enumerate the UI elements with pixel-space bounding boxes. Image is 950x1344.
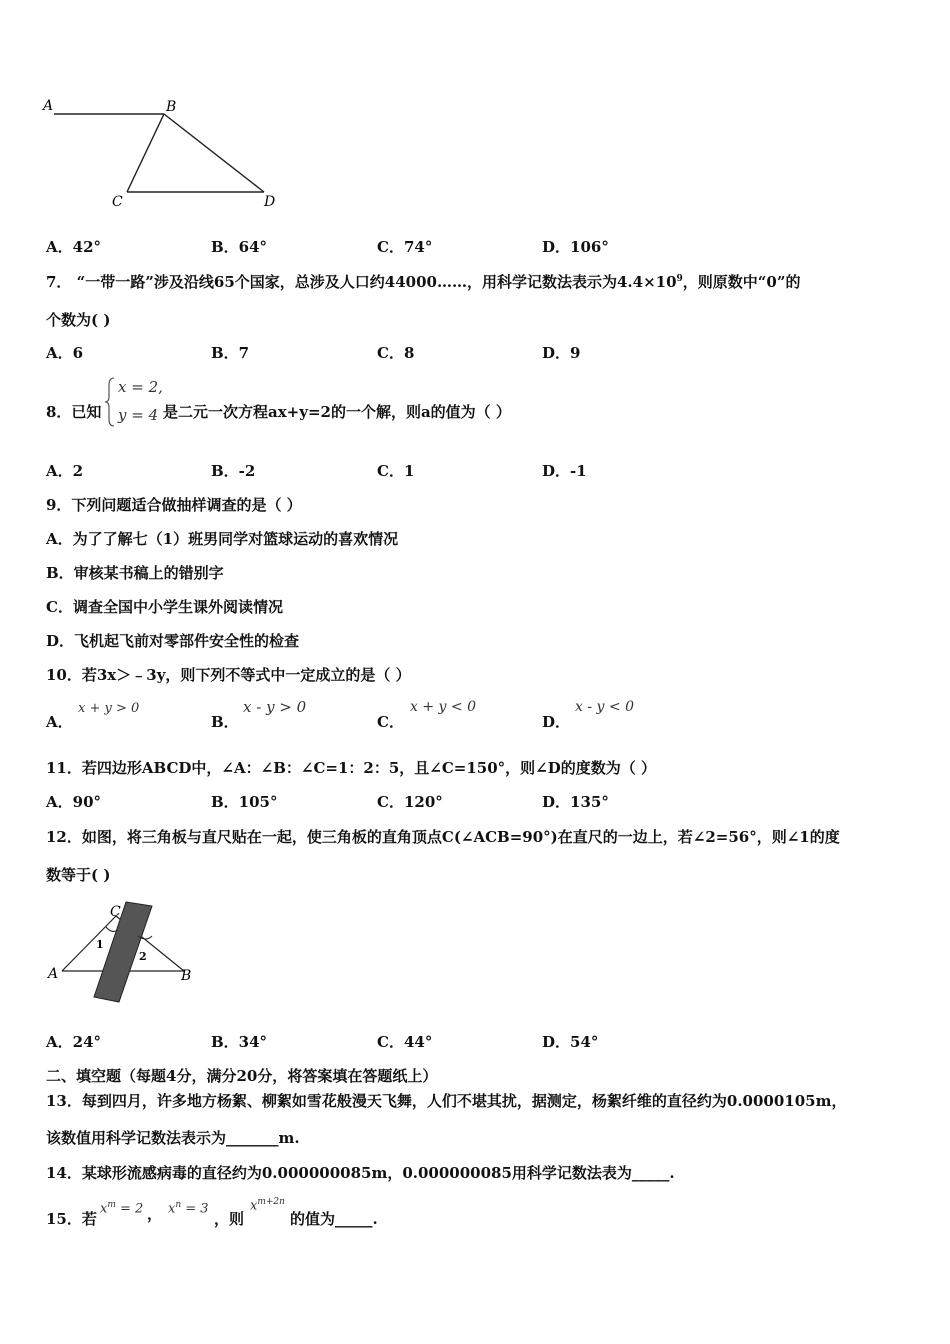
q7-option-b: B．7 (211, 344, 250, 362)
q12-stem-line2: 数等于( ) (46, 866, 111, 884)
q10-option-a-expr: x + y > 0 (78, 701, 140, 716)
fig2-label-1: 1 (96, 938, 104, 951)
q10-option-b-letter: B． (211, 713, 239, 731)
fig2-label-a: A (48, 966, 59, 982)
q10-option-c-expr: x + y < 0 (410, 699, 476, 715)
q13-stem-line1: 13．每到四月，许多地方杨絮、柳絮如雪花般漫天飞舞，人们不堪其扰，据测定，杨絮纤维的直径约为0.0000105m， (46, 1092, 847, 1110)
figure-triangle-ruler (44, 896, 204, 1008)
segment-bc (127, 114, 164, 192)
q15-sep-1: ， (147, 1205, 163, 1223)
angle-1-arc (106, 927, 118, 931)
q7-option-a: A．6 (46, 344, 84, 362)
q11-option-b: B．105° (211, 793, 278, 811)
q11-option-c: C．120° (377, 793, 443, 811)
q8-stem-text: 是二元一次方程ax+y=2的一个解，则a的值为（ ） (163, 403, 511, 421)
q15-prefix: 15．若 (46, 1210, 97, 1228)
q8-prefix: 8．已知 (46, 403, 102, 421)
q7-stem-line1 (46, 271, 801, 292)
q10-option-d-expr: x - y < 0 (575, 699, 634, 715)
q7-exponent: 9 (676, 274, 683, 284)
system-brace (104, 376, 116, 428)
fig2-label-2: 2 (139, 950, 147, 963)
label-a: A (43, 98, 54, 114)
label-d: D (264, 194, 276, 210)
q6-option-c: C．74° (377, 238, 433, 256)
q9-option-c: C．调查全国中小学生课外阅读情况 (46, 598, 283, 616)
q10-option-a-letter: A． (46, 713, 73, 731)
q15-suffix: 的值为_____. (290, 1210, 378, 1228)
q7-option-c: C．8 (377, 344, 415, 362)
section-fill-in-title: 二、填空题（每题4分，满分20分，将答案填在答题纸上） (46, 1067, 438, 1085)
label-c: C (112, 194, 123, 210)
q7-option-d: D．9 (542, 344, 581, 362)
q12-stem-line1: 12．如图，将三角板与直尺贴在一起，使三角板的直角顶点C(∠ACB=90°)在直尺的一边上，若∠2=56°，则∠1的度 (46, 828, 840, 846)
q7-line1-pre: 7． “一带一路”涉及沿线65个国家，总涉及人口约44000……，用科学记数法表示为4.4×10 (46, 273, 677, 291)
q8-option-a: A．2 (46, 462, 84, 480)
q10-option-b-expr: x - y > 0 (243, 698, 307, 716)
q6-option-b: B．64° (211, 238, 268, 256)
q10-option-c-letter: C． (377, 713, 404, 731)
q13-stem-line2: 该数值用科学记数法表示为_______m. (46, 1129, 300, 1147)
segment-bd (164, 114, 264, 192)
q15-expr-2: $x^n = 3$ (168, 1200, 209, 1217)
q8-option-b: B．-2 (211, 462, 256, 480)
q8-option-d: D．-1 (542, 462, 587, 480)
q15-expr-3: $x^{m+2n}$ (250, 1197, 285, 1214)
q9-option-b: B．审核某书稿上的错别字 (46, 564, 224, 582)
q8-system-eq2: y = 4 (118, 406, 159, 424)
q6-option-a: A．42° (46, 238, 102, 256)
q15-expr-1: $x^m = 2$ (100, 1200, 144, 1217)
q11-stem: 11．若四边形ABCD中，∠A：∠B：∠C=1：2：5，且∠C=150°，则∠D的度数为（ ） (46, 759, 656, 777)
q11-option-a: A．90° (46, 793, 102, 811)
q9-stem: 9．下列问题适合做抽样调查的是（ ） (46, 496, 302, 514)
q10-stem: 10．若3x＞﹣3y，则下列不等式中一定成立的是（ ） (46, 666, 411, 684)
q6-option-d: D．106° (542, 238, 609, 256)
q9-option-a: A．为了了解七（1）班男同学对篮球运动的喜欢情况 (46, 530, 399, 548)
q14-stem: 14．某球形流感病毒的直径约为0.000000085m，0.000000085用科学记数法表为_____. (46, 1164, 675, 1182)
q12-option-b: B．34° (211, 1033, 268, 1051)
q7-stem-line2: 个数为( ) (46, 311, 111, 329)
q8-option-c: C．1 (377, 462, 415, 480)
fig2-label-c: C (110, 904, 121, 920)
q12-option-a: A．24° (46, 1033, 102, 1051)
q11-option-d: D．135° (542, 793, 609, 811)
q15-sep-2: ，则 (214, 1210, 245, 1228)
fig2-label-b: B (181, 968, 192, 984)
q9-option-d: D．飞机起飞前对零部件安全性的检查 (46, 632, 300, 650)
q10-option-d-letter: D． (542, 713, 571, 731)
q12-option-d: D．54° (542, 1033, 599, 1051)
q12-option-c: C．44° (377, 1033, 433, 1051)
q8-system-eq1: x = 2, (118, 378, 163, 396)
q7-line1-post: ，则原数中“0”的 (682, 273, 801, 291)
label-b: B (166, 99, 177, 115)
figure-abcd (40, 92, 285, 214)
